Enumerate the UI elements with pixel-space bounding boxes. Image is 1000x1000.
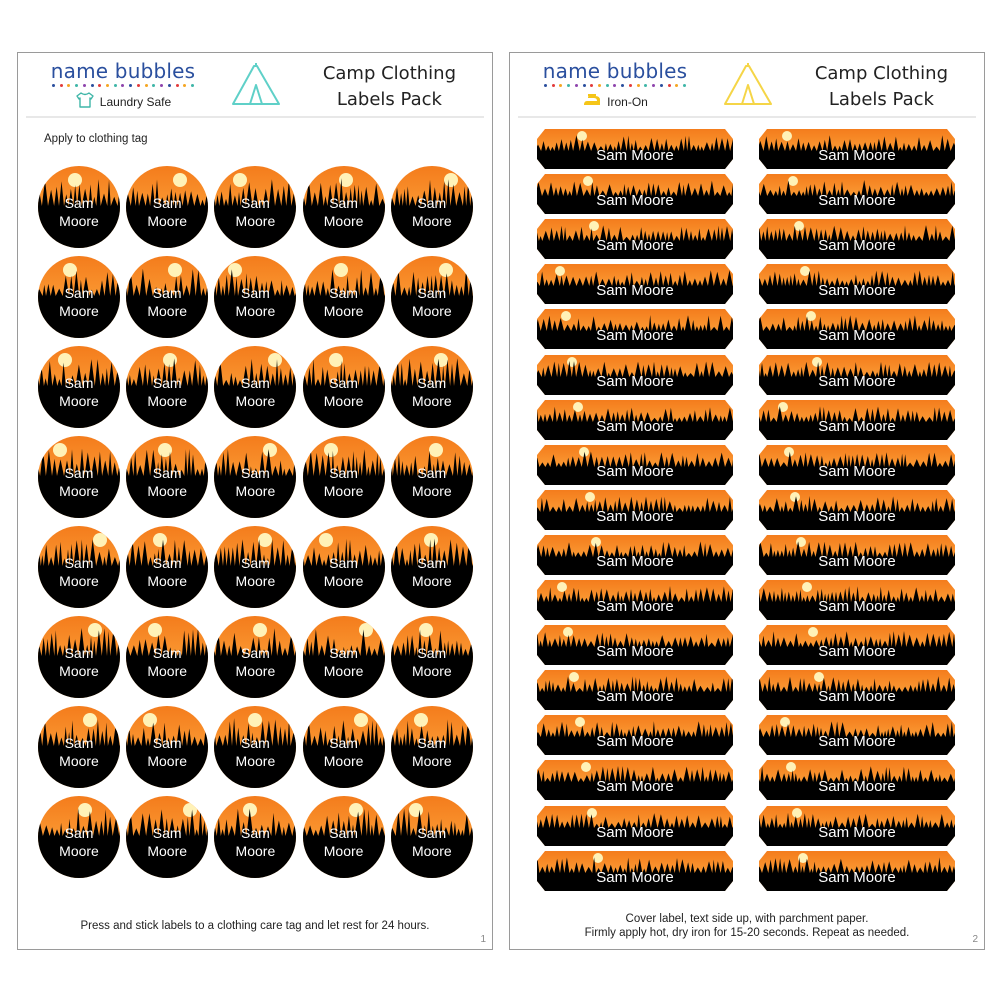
label-name: Sam Moore [596, 778, 674, 796]
label-name: Sam Moore [596, 823, 674, 841]
label-last-name: Moore [323, 213, 364, 229]
rect-name-label [537, 174, 733, 214]
label-name [391, 284, 473, 320]
iron-icon [582, 92, 602, 111]
label-name [214, 554, 296, 590]
rect-name-label [537, 219, 733, 259]
round-name-label [391, 796, 473, 878]
label-name [214, 734, 296, 770]
rect-name-label [537, 806, 733, 846]
label-name [38, 194, 120, 230]
label-last-name: Moore [411, 753, 452, 769]
round-name-label [303, 256, 385, 338]
label-first-name: Sam [417, 465, 447, 481]
rect-name-label [759, 760, 955, 800]
label-name [391, 554, 473, 590]
label-first-name: Sam [64, 555, 94, 571]
title-line-1: Camp Clothing [814, 63, 948, 84]
label-last-name: Moore [147, 753, 188, 769]
label-name [38, 284, 120, 320]
round-name-label [214, 436, 296, 518]
label-name [126, 374, 208, 410]
round-name-label [38, 526, 120, 608]
label-last-name: Moore [411, 393, 452, 409]
rect-name-label [537, 625, 733, 665]
round-name-label [214, 796, 296, 878]
instruction-line-2: Firmly apply hot, dry iron for 15-20 seconds. Repeat as needed. [584, 927, 910, 939]
rect-name-label [537, 445, 733, 485]
label-first-name: Sam [240, 555, 270, 571]
rect-name-label [537, 580, 733, 620]
label-name [214, 464, 296, 500]
label-name [214, 824, 296, 860]
label-last-name: Moore [147, 483, 188, 499]
round-name-label [303, 616, 385, 698]
label-last-name: Moore [411, 573, 452, 589]
rect-name-label [759, 445, 955, 485]
label-first-name: Sam [417, 735, 447, 751]
rect-name-label [537, 670, 733, 710]
label-name [126, 284, 208, 320]
round-name-label [303, 436, 385, 518]
rect-name-label [759, 174, 955, 214]
brand-logo: name bubbles [542, 59, 688, 83]
round-name-label [303, 526, 385, 608]
label-first-name: Sam [152, 465, 182, 481]
round-name-label [126, 796, 208, 878]
label-name: Sam Moore [818, 507, 896, 525]
rect-name-label [759, 400, 955, 440]
rect-name-label [537, 129, 733, 169]
label-first-name: Sam [64, 735, 94, 751]
round-name-label [391, 256, 473, 338]
label-last-name: Moore [147, 573, 188, 589]
label-name [303, 284, 385, 320]
label-name: Sam Moore [818, 823, 896, 841]
rect-name-label [537, 309, 733, 349]
label-last-name: Moore [59, 303, 99, 319]
label-last-name: Moore [59, 573, 99, 589]
label-name: Sam Moore [818, 598, 896, 615]
label-name [303, 374, 385, 410]
label-last-name: Moore [323, 753, 364, 769]
label-last-name: Moore [411, 843, 452, 859]
iron-on-badge [540, 92, 690, 111]
label-name [126, 194, 208, 230]
label-last-name: Moore [411, 303, 452, 319]
label-name: Sam Moore [818, 868, 896, 886]
label-last-name: Moore [59, 393, 99, 409]
label-name: Sam Moore [596, 372, 674, 390]
label-last-name: Moore [235, 753, 276, 769]
round-name-label [214, 256, 296, 338]
rect-name-label [759, 715, 955, 755]
brand-block [540, 59, 690, 111]
label-first-name: Sam [329, 285, 358, 301]
label-first-name: Sam [152, 735, 182, 751]
rect-name-label [537, 715, 733, 755]
label-name [38, 644, 120, 680]
label-name: Sam Moore [818, 778, 896, 796]
label-first-name: Sam [152, 825, 182, 841]
label-first-name: Sam [240, 375, 270, 391]
round-name-label [391, 166, 473, 248]
rect-name-label [759, 670, 955, 710]
label-first-name: Sam [240, 285, 270, 301]
label-last-name: Moore [323, 663, 364, 679]
rect-name-label [537, 400, 733, 440]
label-name: Sam Moore [818, 282, 896, 300]
label-name: Sam Moore [596, 147, 674, 164]
rect-name-label [759, 851, 955, 891]
rect-name-label [759, 219, 955, 259]
label-last-name: Moore [235, 843, 276, 859]
title-line-2: Labels Pack [336, 89, 442, 110]
label-name [126, 734, 208, 770]
label-name: Sam Moore [596, 688, 674, 706]
rect-name-label [759, 129, 955, 169]
title-line-2: Labels Pack [828, 89, 934, 110]
round-name-label [303, 706, 385, 788]
label-first-name: Sam [240, 645, 270, 661]
label-name [303, 464, 385, 500]
label-first-name: Sam [417, 825, 447, 841]
label-name [303, 644, 385, 680]
label-last-name: Moore [411, 213, 452, 229]
label-name [303, 194, 385, 230]
rect-name-label [537, 355, 733, 395]
sheet-title [323, 61, 456, 113]
label-name: Sam Moore [818, 417, 896, 435]
round-name-label [391, 526, 473, 608]
round-name-label [126, 346, 208, 428]
header-divider [518, 116, 976, 118]
label-first-name: Sam [417, 195, 447, 211]
round-name-label [38, 436, 120, 518]
label-name: Sam Moore [818, 147, 896, 164]
label-name [303, 734, 385, 770]
round-name-label [38, 256, 120, 338]
label-name [38, 824, 120, 860]
label-first-name: Sam [152, 645, 182, 661]
round-name-label [126, 166, 208, 248]
label-name: Sam Moore [596, 462, 674, 480]
page-number: 1 [480, 934, 486, 945]
round-name-label [38, 796, 120, 878]
label-name [391, 464, 473, 500]
round-name-label [38, 166, 120, 248]
round-name-label [38, 706, 120, 788]
round-name-label [38, 616, 120, 698]
label-name [126, 644, 208, 680]
rect-name-label [759, 535, 955, 575]
round-name-label [303, 166, 385, 248]
round-name-label [391, 436, 473, 518]
laundry-safe-sheet [17, 52, 493, 950]
label-name [214, 644, 296, 680]
label-first-name: Sam [64, 285, 94, 301]
label-name: Sam Moore [596, 552, 674, 570]
rect-name-label [537, 264, 733, 304]
label-last-name: Moore [59, 753, 99, 769]
round-name-label [214, 616, 296, 698]
label-name: Sam Moore [596, 733, 674, 751]
label-name: Sam Moore [596, 282, 674, 300]
round-name-label [38, 346, 120, 428]
label-first-name: Sam [64, 465, 94, 481]
badge-label: Laundry Safe [99, 94, 172, 109]
label-last-name: Moore [235, 303, 276, 319]
label-name: Sam Moore [818, 192, 896, 210]
label-last-name: Moore [411, 483, 452, 499]
label-name [214, 284, 296, 320]
label-first-name: Sam [240, 195, 270, 211]
label-first-name: Sam [329, 555, 358, 571]
label-name: Sam Moore [596, 192, 674, 210]
label-last-name: Moore [323, 483, 364, 499]
label-name: Sam Moore [818, 372, 896, 390]
label-last-name: Moore [323, 303, 364, 319]
label-last-name: Moore [411, 663, 452, 679]
label-name: Sam Moore [818, 237, 896, 255]
rect-name-label [759, 355, 955, 395]
label-name [126, 464, 208, 500]
label-first-name: Sam [417, 285, 447, 301]
label-name: Sam Moore [596, 507, 674, 525]
label-last-name: Moore [147, 303, 188, 319]
label-last-name: Moore [235, 573, 276, 589]
round-name-label [126, 616, 208, 698]
label-first-name: Sam [417, 375, 447, 391]
rect-name-label [759, 806, 955, 846]
label-name: Sam Moore [818, 462, 896, 480]
label-name [391, 644, 473, 680]
tent-icon [230, 63, 282, 112]
round-name-label [126, 256, 208, 338]
label-first-name: Sam [329, 735, 358, 751]
badge-label: Iron-On [607, 94, 648, 109]
label-name [391, 194, 473, 230]
label-last-name: Moore [235, 213, 276, 229]
label-last-name: Moore [59, 483, 99, 499]
label-name [126, 824, 208, 860]
label-first-name: Sam [417, 645, 447, 661]
header-divider [26, 116, 484, 118]
label-first-name: Sam [64, 645, 94, 661]
instruction-line-1: Cover label, text side up, with parchment paper. [625, 913, 869, 925]
label-first-name: Sam [329, 645, 358, 661]
label-name [391, 734, 473, 770]
label-last-name: Moore [59, 213, 99, 229]
round-name-label [214, 166, 296, 248]
label-last-name: Moore [323, 573, 364, 589]
label-name [126, 554, 208, 590]
round-name-label [214, 346, 296, 428]
rect-name-label [759, 580, 955, 620]
label-name: Sam Moore [818, 327, 896, 345]
label-first-name: Sam [417, 555, 447, 571]
sheet-title [815, 61, 948, 113]
label-last-name: Moore [323, 393, 364, 409]
rect-name-label [537, 490, 733, 530]
label-last-name: Moore [235, 663, 276, 679]
label-name: Sam Moore [818, 733, 896, 751]
label-name: Sam Moore [818, 688, 896, 706]
round-name-label [126, 526, 208, 608]
round-name-label [214, 706, 296, 788]
label-name: Sam Moore [596, 643, 674, 661]
label-first-name: Sam [64, 825, 94, 841]
label-name [303, 554, 385, 590]
label-name [391, 824, 473, 860]
label-name: Sam Moore [596, 868, 674, 886]
shirt-icon [75, 92, 95, 111]
label-first-name: Sam [329, 465, 358, 481]
label-name: Sam Moore [596, 598, 674, 615]
label-name: Sam Moore [818, 552, 896, 570]
label-first-name: Sam [329, 375, 358, 391]
label-name: Sam Moore [818, 643, 896, 661]
round-name-label [214, 526, 296, 608]
label-first-name: Sam [240, 825, 270, 841]
round-name-label [391, 346, 473, 428]
label-name [38, 554, 120, 590]
rect-name-label [537, 535, 733, 575]
iron-on-sheet [509, 52, 985, 950]
label-name [38, 374, 120, 410]
iron-on-instructions [510, 912, 984, 940]
label-name [38, 464, 120, 500]
label-last-name: Moore [147, 843, 188, 859]
label-first-name: Sam [152, 285, 182, 301]
laundry-safe-badge [48, 92, 198, 111]
label-last-name: Moore [59, 843, 99, 859]
label-last-name: Moore [235, 483, 276, 499]
label-name [38, 734, 120, 770]
label-first-name: Sam [240, 465, 270, 481]
label-last-name: Moore [235, 393, 276, 409]
label-first-name: Sam [64, 375, 94, 391]
round-name-label [126, 706, 208, 788]
label-first-name: Sam [152, 375, 182, 391]
rect-name-label [759, 625, 955, 665]
round-name-label [391, 706, 473, 788]
round-name-label [303, 346, 385, 428]
brand-block [48, 59, 198, 111]
rect-name-label [759, 309, 955, 349]
label-name [214, 194, 296, 230]
label-name [303, 824, 385, 860]
label-last-name: Moore [147, 393, 188, 409]
laundry-instructions: Press and stick labels to a clothing care tag and let rest for 24 hours. [80, 920, 430, 932]
rect-name-label [537, 760, 733, 800]
label-first-name: Sam [329, 825, 358, 841]
title-line-1: Camp Clothing [322, 63, 456, 84]
label-name: Sam Moore [596, 237, 674, 255]
label-first-name: Sam [64, 195, 94, 211]
page-number: 2 [972, 934, 978, 945]
sheet-subtitle: Apply to clothing tag [44, 133, 148, 145]
rect-name-label [759, 264, 955, 304]
label-first-name: Sam [152, 195, 182, 211]
label-last-name: Moore [147, 213, 188, 229]
label-name: Sam Moore [596, 327, 674, 345]
label-name: Sam Moore [596, 417, 674, 435]
rect-name-label [537, 851, 733, 891]
brand-dots [52, 84, 194, 88]
round-name-label [126, 436, 208, 518]
brand-dots [544, 84, 686, 88]
label-last-name: Moore [323, 843, 364, 859]
tent-icon [722, 63, 774, 112]
rect-name-label [759, 490, 955, 530]
label-first-name: Sam [329, 195, 358, 211]
round-name-label [391, 616, 473, 698]
label-last-name: Moore [59, 663, 99, 679]
round-name-label [303, 796, 385, 878]
label-last-name: Moore [147, 663, 188, 679]
label-name [391, 374, 473, 410]
label-first-name: Sam [240, 735, 270, 751]
brand-logo: name bubbles [50, 59, 196, 83]
label-name [214, 374, 296, 410]
label-first-name: Sam [152, 555, 182, 571]
